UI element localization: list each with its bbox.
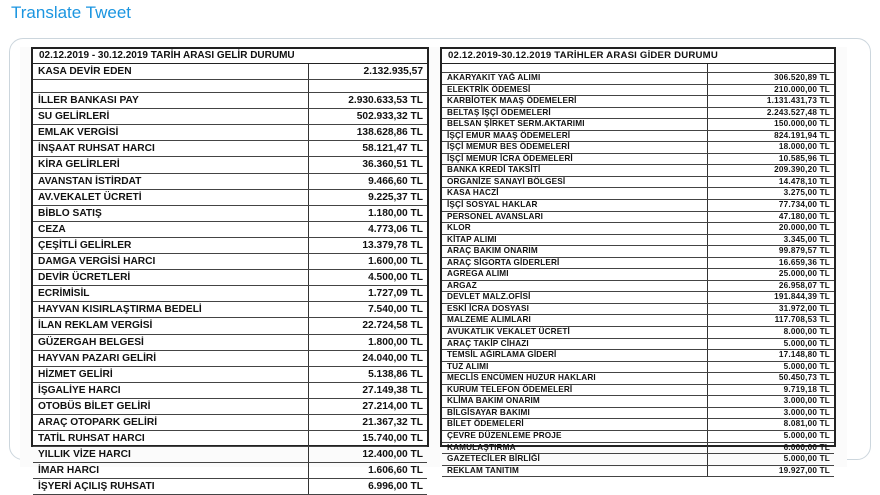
expense-row <box>442 223 834 235</box>
expense-label: İŞÇİ MEMUR İCRA ÖDEMELERİ <box>442 154 708 165</box>
income-value: 9.225,37 TL <box>368 191 423 203</box>
income-label: GÜZERGAH BELGESİ <box>33 335 309 350</box>
expense-row <box>442 200 834 212</box>
income-row <box>33 270 427 286</box>
income-table-title: 02.12.2019 - 30.12.2019 TARİH ARASI GELİR DURUMU <box>33 49 427 64</box>
expense-value: 3.345,00 TL <box>783 234 830 244</box>
expense-value: 31.972,00 TL <box>778 303 830 313</box>
expense-value: 26.958,07 TL <box>778 280 830 290</box>
expense-label: MECLİS ENCÜMEN HUZUR HAKLARI <box>442 373 708 384</box>
expense-label: BELSAN ŞİRKET SERM.AKTARIMI <box>442 119 708 130</box>
income-label: İMAR HARCI <box>33 463 309 478</box>
expense-label: KASA HACZİ <box>442 188 708 199</box>
expense-label: ESKİ İCRA DOSYASI <box>442 304 708 315</box>
expense-value: 150.000,00 TL <box>774 119 830 129</box>
income-row <box>33 431 427 447</box>
expense-label: BANKA KREDİ TAKSİTİ <box>442 165 708 176</box>
expense-row <box>442 188 834 200</box>
expense-label: İŞÇİ EMUR MAAŞ ÖDEMELERİ <box>442 131 708 142</box>
income-label: ÇEŞİTLİ GELİRLER <box>33 238 309 253</box>
expense-label: ÇEVRE DÜZENLEME PROJE <box>442 431 708 442</box>
income-value: 12.400,00 TL <box>362 449 423 461</box>
expense-row <box>442 119 834 131</box>
income-label: AV.VEKALET ÜCRETİ <box>33 190 309 205</box>
income-row <box>33 399 427 415</box>
income-opening-label: KASA DEVİR EDEN <box>33 64 309 79</box>
expense-value: 9.719,18 TL <box>783 384 830 394</box>
expense-value: 8.081,00 TL <box>783 419 830 429</box>
expense-row <box>442 454 834 466</box>
expense-value: 5.000,00 TL <box>783 430 830 440</box>
expense-row <box>442 154 834 166</box>
expense-row <box>442 443 834 455</box>
expense-value: 25.000,00 TL <box>778 269 830 279</box>
income-label: ARAÇ OTOPARK GELİRİ <box>33 415 309 430</box>
expense-row <box>442 73 834 85</box>
expense-label: AGREGA ALIMI <box>442 269 708 280</box>
expense-row <box>442 258 834 270</box>
expense-row <box>442 327 834 339</box>
expense-label: İŞÇİ SOSYAL HAKLAR <box>442 200 708 211</box>
income-value: 5.138,86 TL <box>368 368 423 380</box>
income-row <box>33 190 427 206</box>
expense-row <box>442 142 834 154</box>
income-value: 4.500,00 TL <box>368 272 423 284</box>
income-label: OTOBÜS BİLET GELİRİ <box>33 399 309 414</box>
expense-value: 14.478,10 TL <box>778 176 830 186</box>
income-label: İLAN REKLAM VERGİSİ <box>33 318 309 333</box>
income-row <box>33 447 427 463</box>
expense-row <box>442 96 834 108</box>
income-opening-value: 2.132.935,57 <box>363 66 423 77</box>
expense-label: GAZETECİLER BİRLİĞİ <box>442 454 708 465</box>
income-row <box>33 415 427 431</box>
expense-value: 16.659,36 TL <box>778 257 830 267</box>
expense-label: ARAÇ BAKIM ONARIM <box>442 246 708 257</box>
expense-row <box>442 396 834 408</box>
income-row <box>33 222 427 238</box>
expense-row <box>442 269 834 281</box>
expense-row <box>442 304 834 316</box>
income-row <box>33 383 427 399</box>
income-label: İLLER BANKASI PAY <box>33 93 309 108</box>
expense-label: BELTAŞ İŞÇİ ÖDEMELERİ <box>442 108 708 119</box>
income-row <box>33 238 427 254</box>
expense-label: KARBİOTEK MAAŞ ÖDEMELERİ <box>442 96 708 107</box>
expense-row <box>442 466 834 478</box>
expense-label: KAMULAŞTIRMA <box>442 443 708 454</box>
expense-value: 3.275,00 TL <box>783 188 830 198</box>
income-value: 138.628,86 TL <box>356 127 423 139</box>
income-value: 1.800,00 TL <box>368 336 423 348</box>
income-value: 6.996,00 TL <box>368 481 423 493</box>
income-label: HİZMET GELİRİ <box>33 367 309 382</box>
income-label: SU GELİRLERİ <box>33 109 309 124</box>
expense-table <box>440 47 836 475</box>
expense-row <box>442 408 834 420</box>
expense-row <box>442 85 834 97</box>
income-label: İŞGALİYE HARCI <box>33 383 309 398</box>
expense-value: 210.000,00 TL <box>774 84 830 94</box>
expense-label: BİLGİSAYAR BAKIMI <box>442 408 708 419</box>
expense-label: TUZ ALIMI <box>442 362 708 373</box>
income-row <box>33 318 427 334</box>
expense-value: 17.148,80 TL <box>778 350 830 360</box>
expense-row <box>442 419 834 431</box>
expense-row <box>442 212 834 224</box>
income-value: 1.180,00 TL <box>368 207 423 219</box>
income-value: 27.214,00 TL <box>362 400 423 412</box>
expense-row <box>442 362 834 374</box>
income-value: 1.727,09 TL <box>368 288 423 300</box>
expense-label: PERSONEL AVANSLARI <box>442 212 708 223</box>
income-label: ECRİMİSİL <box>33 286 309 301</box>
income-row <box>33 335 427 351</box>
income-value: 1.606,60 TL <box>368 465 423 477</box>
income-opening-row <box>33 64 427 80</box>
expense-row <box>442 350 834 362</box>
income-row <box>33 463 427 479</box>
expense-value: 2.243.527,48 TL <box>766 107 830 117</box>
expense-label: KİTAP ALIMI <box>442 235 708 246</box>
income-value: 502.933,32 TL <box>356 111 423 123</box>
income-row <box>33 206 427 222</box>
expense-label: REKLAM TANITIM <box>442 466 708 477</box>
expense-label: ARGAZ <box>442 281 708 292</box>
expense-label: ARAÇ SİGORTA GİDERLERİ <box>442 258 708 269</box>
expense-blank-row <box>442 64 834 73</box>
income-label: TATİL RUHSAT HARCI <box>33 431 309 446</box>
income-label: BİBLO SATIŞ <box>33 206 309 221</box>
expense-value: 306.520,89 TL <box>774 73 830 82</box>
income-row <box>33 286 427 302</box>
income-row <box>33 174 427 190</box>
expense-value: 77.734,00 TL <box>778 200 830 210</box>
expense-value: 18.000,00 TL <box>778 142 830 152</box>
expense-value: 191.844,39 TL <box>774 292 830 302</box>
income-value: 36.360,51 TL <box>362 159 423 171</box>
income-value: 15.740,00 TL <box>362 433 423 445</box>
income-value: 24.040,00 TL <box>362 352 423 364</box>
expense-row <box>442 431 834 443</box>
expense-value: 5.000,00 TL <box>783 361 830 371</box>
income-value: 58.121,47 TL <box>362 143 423 155</box>
income-row <box>33 302 427 318</box>
income-rows <box>33 93 427 495</box>
income-value: 1.600,00 TL <box>368 256 423 268</box>
expense-label: KLİMA BAKIM ONARIM <box>442 396 708 407</box>
translate-tweet-link[interactable]: Translate Tweet <box>11 3 132 22</box>
income-row <box>33 157 427 173</box>
income-row <box>33 109 427 125</box>
expense-label: ORGANİZE SANAYİ BÖLGESİ <box>442 177 708 188</box>
expense-row <box>442 292 834 304</box>
income-label: İŞYERİ AÇILIŞ RUHSATI <box>33 479 309 494</box>
income-label: CEZA <box>33 222 309 237</box>
expense-label: İŞÇİ MEMUR BES ÖDEMELERİ <box>442 142 708 153</box>
income-row <box>33 141 427 157</box>
expense-value: 3.000,00 TL <box>783 396 830 406</box>
income-row <box>33 367 427 383</box>
expense-row <box>442 235 834 247</box>
income-value: 21.367,32 TL <box>362 416 423 428</box>
expense-value: 5.000,00 TL <box>783 454 830 464</box>
tweet-media-card[interactable] <box>9 38 871 493</box>
income-row <box>33 93 427 109</box>
income-value: 9.466,60 TL <box>368 175 423 187</box>
expense-row <box>442 131 834 143</box>
expense-value: 117.708,53 TL <box>774 315 830 325</box>
expense-label: ELEKTRİK ÖDEMESİ <box>442 85 708 96</box>
expense-row <box>442 373 834 385</box>
expense-value: 50.450,73 TL <box>778 373 830 383</box>
income-value: 13.379,78 TL <box>362 239 423 251</box>
income-table <box>31 47 429 493</box>
expense-value: 19.927,00 TL <box>778 465 830 475</box>
income-label: İNŞAAT RUHSAT HARCI <box>33 141 309 156</box>
expense-row <box>442 177 834 189</box>
expense-value: 99.879,57 TL <box>778 246 830 256</box>
tweet-photo[interactable] <box>20 47 847 493</box>
expense-label: MALZEME ALIMLARI <box>442 315 708 326</box>
income-label: AVANSTAN İSTİRDAT <box>33 174 309 189</box>
expense-value: 5.000,00 TL <box>783 338 830 348</box>
expense-label: BİLET ÖDEMELERİ <box>442 419 708 430</box>
expense-row <box>442 165 834 177</box>
income-value: 2.930.633,53 TL <box>348 95 423 107</box>
income-blank-row <box>33 80 427 93</box>
expense-value: 6.000,00 TL <box>783 442 830 452</box>
expense-value: 209.390,20 TL <box>774 165 830 175</box>
expense-table-title: 02.12.2019-30.12.2019 TARİHLER ARASI GİDER DURUMU <box>442 49 834 64</box>
expense-label: DEVLET MALZ.OFİSİ <box>442 292 708 303</box>
income-row <box>33 254 427 270</box>
expense-label: AKARYAKIT YAĞ ALIMI <box>442 73 708 84</box>
income-label: YILLIK VİZE HARCI <box>33 447 309 462</box>
income-value: 22.724,58 TL <box>362 320 423 332</box>
expense-rows <box>442 73 834 477</box>
income-row <box>33 479 427 495</box>
expense-label: KURUM TELEFON ÖDEMELERİ <box>442 385 708 396</box>
income-row <box>33 125 427 141</box>
expense-row <box>442 315 834 327</box>
expense-row <box>442 246 834 258</box>
income-label: KİRA GELİRLERİ <box>33 157 309 172</box>
income-label: DEVİR ÜCRETLERİ <box>33 270 309 285</box>
income-value: 4.773,06 TL <box>368 223 423 235</box>
income-row <box>33 351 427 367</box>
expense-value: 824.191,94 TL <box>774 130 830 140</box>
income-value: 7.540,00 TL <box>368 304 423 316</box>
expense-row <box>442 339 834 351</box>
income-label: HAYVAN PAZARI GELİRİ <box>33 351 309 366</box>
expense-value: 20.000,00 TL <box>778 223 830 233</box>
expense-label: ARAÇ TAKİP CİHAZI <box>442 339 708 350</box>
expense-value: 8.000,00 TL <box>783 327 830 337</box>
expense-value: 3.000,00 TL <box>783 407 830 417</box>
expense-row <box>442 108 834 120</box>
expense-label: KLOR <box>442 223 708 234</box>
expense-row <box>442 281 834 293</box>
expense-label: TEMSİL AĞIRLAMA GİDERİ <box>442 350 708 361</box>
income-label: EMLAK VERGİSİ <box>33 125 309 140</box>
expense-row <box>442 385 834 397</box>
income-label: HAYVAN KISIRLAŞTIRMA BEDELİ <box>33 302 309 317</box>
expense-label: AVUKATLIK VEKALET ÜCRETİ <box>442 327 708 338</box>
expense-value: 1.131.431,73 TL <box>766 96 830 106</box>
expense-value: 10.585,96 TL <box>778 153 830 163</box>
income-value: 27.149,38 TL <box>362 384 423 396</box>
expense-value: 47.180,00 TL <box>778 211 830 221</box>
income-label: DAMGA VERGİSİ HARCI <box>33 254 309 269</box>
